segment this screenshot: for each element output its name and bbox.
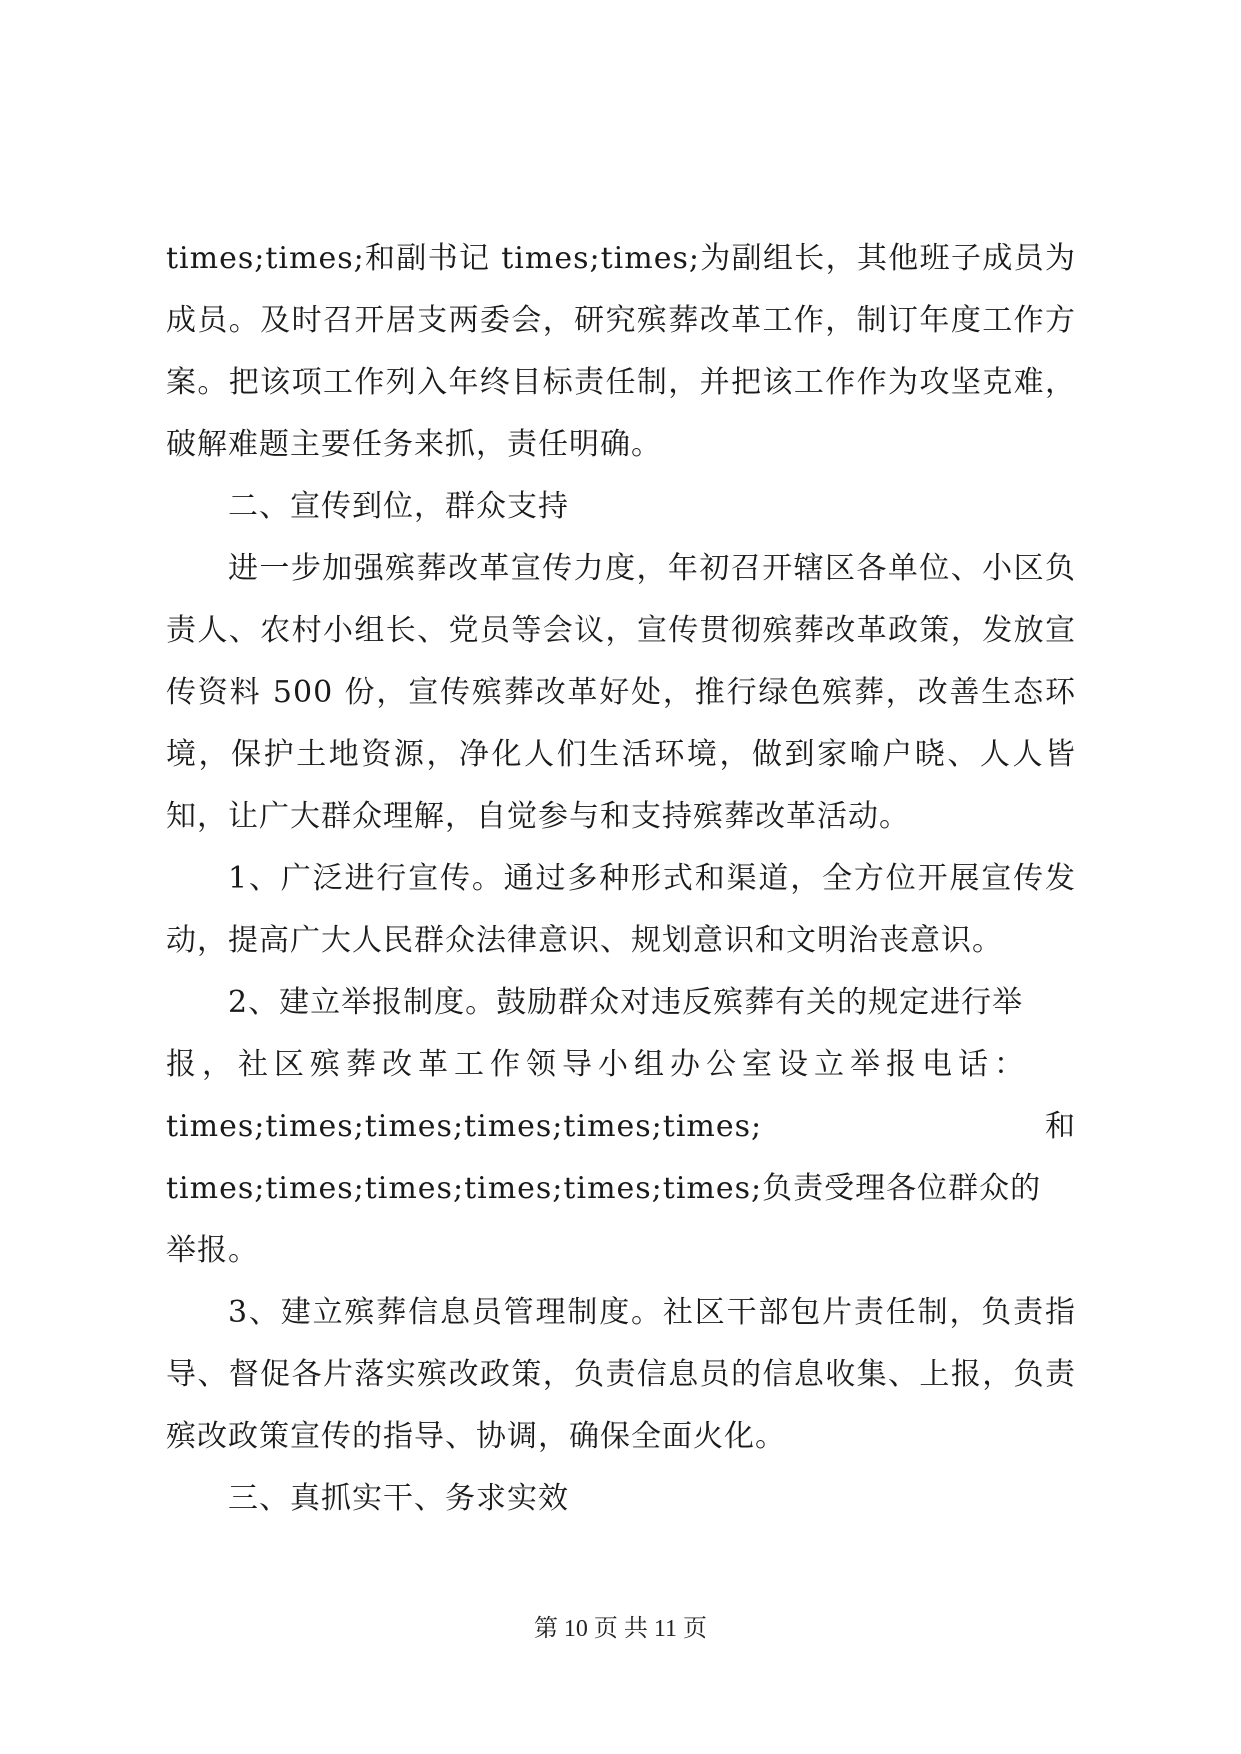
report-system-line-2: 报，社区殡葬改革工作领导小组办公室设立举报电话： (166, 1047, 1030, 1082)
paragraph-wide-publicity: 1、广泛进行宣传。通过多种形式和渠道，全方位开展宣传发动，提高广大人民群众法律意识、规划意识和文明治丧意识。 (166, 861, 1076, 958)
page-footer: 第 10 页 共 11 页 (533, 1616, 708, 1642)
document-body (166, 228, 1076, 1530)
section-heading-effectiveness: 三、真抓实干、务求实效 (228, 1481, 569, 1516)
report-system-line-5: 举报。 (166, 1233, 259, 1268)
report-and-text: 和 (1045, 1109, 1076, 1144)
paragraph-report-system (166, 972, 1076, 1282)
section-heading-publicity: 二、宣传到位，群众支持 (228, 489, 569, 524)
report-phone-1: times;times;times;times;times;times; (166, 1109, 763, 1144)
report-system-line-1: 2、建立举报制度。鼓励群众对违反殡葬有关的规定进行举 (228, 985, 1024, 1020)
paragraph-info-officer-system: 3、建立殡葬信息员管理制度。社区干部包片责任制，负责指导、督促各片落实殡改政策，负责信息员的信息收集、上报，负责殡改政策宣传的指导、协调，确保全面火化。 (166, 1295, 1076, 1454)
paragraph-publicity-efforts: 进一步加强殡葬改革宣传力度，年初召开辖区各单位、小区负责人、农村小组长、党员等会议，宣传贯彻殡葬改革政策，发放宣传资料 500 份，宣传殡葬改革好处，推行绿色殡葬，改善生态环境，保护土地资源，净化人们生活环境，做到家喻户晓、人人皆知，让广大群众理解，自觉参与和支持殡葬改革活动。 (166, 551, 1076, 834)
report-system-line-3 (166, 1096, 1076, 1158)
report-system-line-4: times;times;times;times;times;times;负责受理各位群众的 (166, 1171, 1042, 1206)
paragraph-leadership-group: times;times;和副书记 times;times;为副组长，其他班子成员为成员。及时召开居支两委会，研究殡葬改革工作，制订年度工作方案。把该项工作列入年终目标责任制，并把该工作作为攻坚克难，破解难题主要任务来抓，责任明确。 (166, 241, 1076, 462)
